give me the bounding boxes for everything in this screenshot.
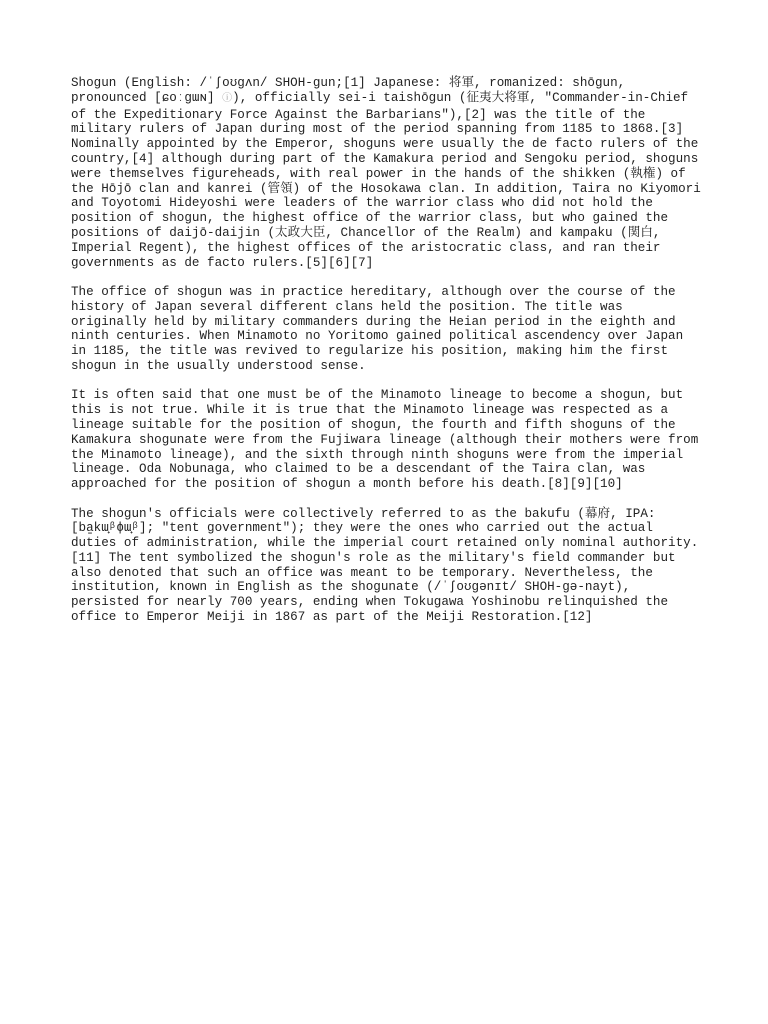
paragraph-1 <box>71 76 703 270</box>
document-body <box>71 76 703 639</box>
paragraph-1-lead: Shogun (English: /ˈʃoʊɡʌn/ SHOH-gun;[1] Japanese: 将軍, romanized: shōgun, pronounced [ɕoːɡɯɴ] <box>71 76 626 105</box>
paragraph-1-rest: ), officially sei-i taishōgun (征夷大将軍, "Commander-in-Chief of the Expeditionary Force Against the Barbarians"),[2] was the title of the military rulers of Japan during most of the period spanning from 1185 to 1868.[3] Nominally appointed by the Emperor, shoguns were usually the de facto rulers of the country,[4] although during part of the Kamakura period and Sengoku period, shoguns were themselves figureheads, with real power in the hands of the shikken (執権) of the Hōjō clan and kanrei (管領) of the Hosokawa clan. In addition, Taira no Kiyomori and Toyotomi Hideyoshi were leaders of the warrior class who did not hold the position of shogun, the highest office of the warrior class, but who gained the positions of daijō-daijin (太政大臣, Chancellor of the Realm) and kampaku (関白, Imperial Regent), the highest offices of the aristocratic class, and ran their governments as de facto rulers.[5][6][7] <box>71 90 701 270</box>
paragraph-3: It is often said that one must be of the Minamoto lineage to become a shogun, but this is not true. While it is true that the Minamoto lineage was respected as a lineage suitable for the position of shogun, the fourth and fifth shoguns of the Kamakura shogunate were from the Fujiwara lineage (although their mothers were from the Minamoto lineage), and the sixth through ninth shoguns were from the imperial lineage. Oda Nobunaga, who claimed to be a descendant of the Taira clan, was approached for the position of shogun a month before his death.[8][9][10] <box>71 388 699 492</box>
paragraph-2: The office of shogun was in practice hereditary, although over the course of the history of Japan several different clans held the position. The title was originally held by military commanders during the Heian period in the eighth and ninth centuries. When Minamoto no Yoritomo gained political ascendency over Japan in 1185, the title was revived to regularize his position, making him the first shogun in the usually understood sense. <box>71 284 684 373</box>
audio-pronunciation-icon[interactable]: ⓘ <box>222 93 233 105</box>
paragraph-4: The shogun's officials were collectively referred to as the bakufu (幕府, IPA: [ba̠kɯ̟ᵝɸɯ̟ᵝ]; "tent government"); they were the ones who carried out the actual duties of administration, while the imperial court retained only nominal authority.[11] The tent symbolized the shogun's role as the military's field commander but also denoted that such an office was meant to be temporary. Nevertheless, the institution, known in English as the shogunate (/ˈʃoʊɡənɪt/ SHOH-gə-nayt), persisted for nearly 700 years, ending when Tokugawa Yoshinobu relinquished the office to Emperor Meiji in 1867 as part of the Meiji Restoration.[12] <box>71 506 699 625</box>
